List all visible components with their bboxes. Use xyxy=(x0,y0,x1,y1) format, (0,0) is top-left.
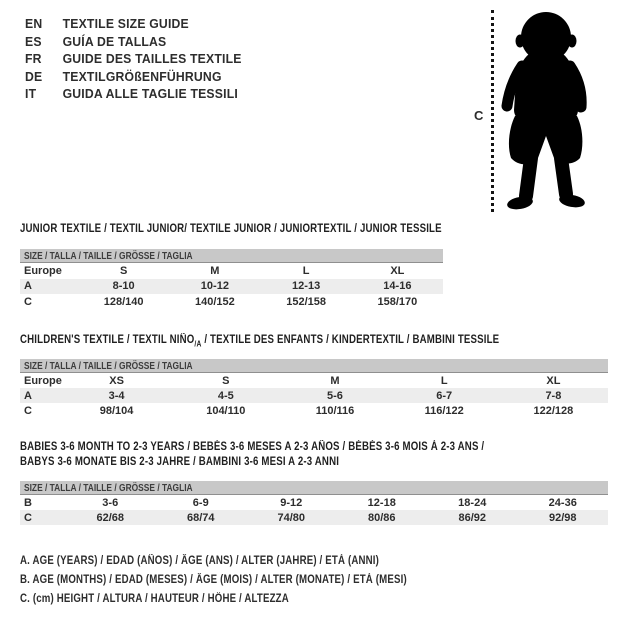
table-cell: L xyxy=(440,374,448,387)
table-cell: 68/74 xyxy=(186,511,215,524)
table-cell: L xyxy=(302,264,310,277)
row-label: C xyxy=(24,404,32,417)
table-cell: 7-8 xyxy=(545,389,562,402)
legend-line-a: A. AGE (YEARS) / EDAD (AÑOS) / ÂGE (ANS) / ALTER (JAHRE) / ETÀ (ANNI) xyxy=(20,555,379,567)
table-row xyxy=(20,510,608,525)
children-size-table xyxy=(20,333,608,418)
table-cell: 92/98 xyxy=(548,511,577,524)
language-guide-title: TEXTILE SIZE GUIDE xyxy=(62,16,189,31)
table-cell: 14-16 xyxy=(383,280,412,293)
table-cell: S xyxy=(222,374,230,387)
table-row xyxy=(20,279,443,295)
height-measure-figure xyxy=(466,8,616,218)
language-row xyxy=(25,33,242,51)
table-cell: 6-9 xyxy=(192,496,209,509)
row-label: C xyxy=(24,295,32,308)
language-guide-title: GUIDA ALLE TAGLIE TESSILI xyxy=(62,86,238,102)
table-cell: S xyxy=(119,264,128,277)
size-header-label: SIZE / TALLA / TAILLE / GRÖSSE / TAGLIA xyxy=(24,249,193,262)
language-title-list xyxy=(25,15,242,103)
size-header-bar xyxy=(20,359,608,373)
table-cell: 62/68 xyxy=(96,511,125,524)
language-row xyxy=(25,15,242,33)
table-cell: 24-36 xyxy=(548,496,577,509)
size-header-bar xyxy=(20,249,443,263)
size-header-bar xyxy=(20,481,608,495)
language-code: IT xyxy=(25,86,37,102)
table-row xyxy=(20,495,608,510)
table-cell: XS xyxy=(109,374,124,387)
table-row xyxy=(20,263,443,279)
table-cell: 8-10 xyxy=(112,280,135,293)
row-label: Europe xyxy=(24,264,62,277)
row-label: C xyxy=(24,511,32,524)
language-guide-title: TEXTILGRÖßENFÜHRUNG xyxy=(62,68,222,84)
table-cell: 10-12 xyxy=(200,280,229,293)
table-cell: 152/158 xyxy=(286,295,326,308)
language-code: FR xyxy=(25,51,42,67)
table-cell: M xyxy=(330,374,340,387)
size-header-label: SIZE / TALLA / TAILLE / GRÖSSE / TAGLIA xyxy=(24,359,193,372)
table-cell: 122/128 xyxy=(533,404,574,417)
table-cell: 6-7 xyxy=(436,389,453,402)
row-label: A xyxy=(24,280,32,293)
language-code: EN xyxy=(25,16,43,31)
size-header-label: SIZE / TALLA / TAILLE / GRÖSSE / TAGLIA xyxy=(24,481,193,494)
table-row xyxy=(20,294,443,310)
language-guide-title: GUIDE DES TAILLES TEXTILE xyxy=(62,51,242,67)
row-label: A xyxy=(24,389,32,402)
height-dotted-line xyxy=(491,10,494,212)
table-cell: 9-12 xyxy=(280,496,303,509)
table-row xyxy=(20,373,608,388)
table-row xyxy=(20,403,608,418)
row-label: B xyxy=(24,496,32,509)
measure-c-label: C xyxy=(474,108,484,123)
table-cell: 5-6 xyxy=(327,389,343,402)
babies-size-table xyxy=(20,440,608,525)
table-cell: 104/110 xyxy=(206,404,246,417)
table-cell: 116/122 xyxy=(424,404,464,417)
table-row xyxy=(20,388,608,403)
table-cell: 18-24 xyxy=(458,496,487,509)
row-label: Europe xyxy=(24,374,62,387)
table-cell: 128/140 xyxy=(103,295,144,308)
junior-table-title: JUNIOR TEXTILE / TEXTIL JUNIOR/ TEXTILE JUNIOR / JUNIORTEXTIL / JUNIOR TESSILE xyxy=(20,223,442,235)
language-row xyxy=(25,50,242,68)
language-code: ES xyxy=(25,33,42,49)
table-cell: 3-4 xyxy=(108,389,125,402)
table-cell: 74/80 xyxy=(277,511,306,524)
table-cell: 110/116 xyxy=(315,404,355,417)
language-row xyxy=(25,68,242,86)
table-cell: XL xyxy=(546,374,561,387)
table-cell: 12-18 xyxy=(367,496,396,509)
language-code: DE xyxy=(25,68,43,84)
measure-legend xyxy=(20,552,481,609)
table-cell: 12-13 xyxy=(292,280,321,293)
toddler-silhouette-icon xyxy=(500,10,588,214)
table-cell: 158/170 xyxy=(377,295,418,308)
junior-size-table xyxy=(20,222,443,310)
children-title-sub: /A xyxy=(194,339,202,349)
language-guide-title: GUÍA DE TALLAS xyxy=(62,33,167,49)
table-cell: 86/92 xyxy=(458,511,487,524)
table-cell: 98/104 xyxy=(99,404,134,417)
legend-line-c: C. (cm) HEIGHT / ALTURA / HAUTEUR / HÖHE / ALTEZZA xyxy=(20,593,289,605)
table-cell: 4-5 xyxy=(217,389,234,402)
babies-table-title-line1: BABIES 3-6 MONTH TO 2-3 YEARS / BEBÉS 3-6 MESES A 2-3 AÑOS / BÉBÉS 3-6 MOIS À 2-3 ANS / xyxy=(20,441,485,453)
children-title-suffix: / TEXTILE DES ENFANTS / KINDERTEXTIL / BAMBINI TESSILE xyxy=(201,334,500,346)
table-cell: 3-6 xyxy=(102,496,119,509)
children-title-prefix: CHILDREN'S TEXTILE / TEXTIL NIÑO xyxy=(20,334,195,346)
language-row xyxy=(25,85,242,103)
babies-table-title-line2: BABYS 3-6 MONATE BIS 2-3 JAHRE / BAMBINI 3-6 MESI A 2-3 ANNI xyxy=(20,456,340,468)
children-table-title xyxy=(20,333,514,348)
table-cell: XL xyxy=(390,264,405,277)
table-cell: M xyxy=(210,264,220,277)
table-cell: 80/86 xyxy=(367,511,396,524)
legend-line-b: B. AGE (MONTHS) / EDAD (MESES) / ÂGE (MOIS) / ALTER (MONATE) / ETÀ (MESI) xyxy=(20,574,407,586)
table-cell: 140/152 xyxy=(194,295,235,308)
